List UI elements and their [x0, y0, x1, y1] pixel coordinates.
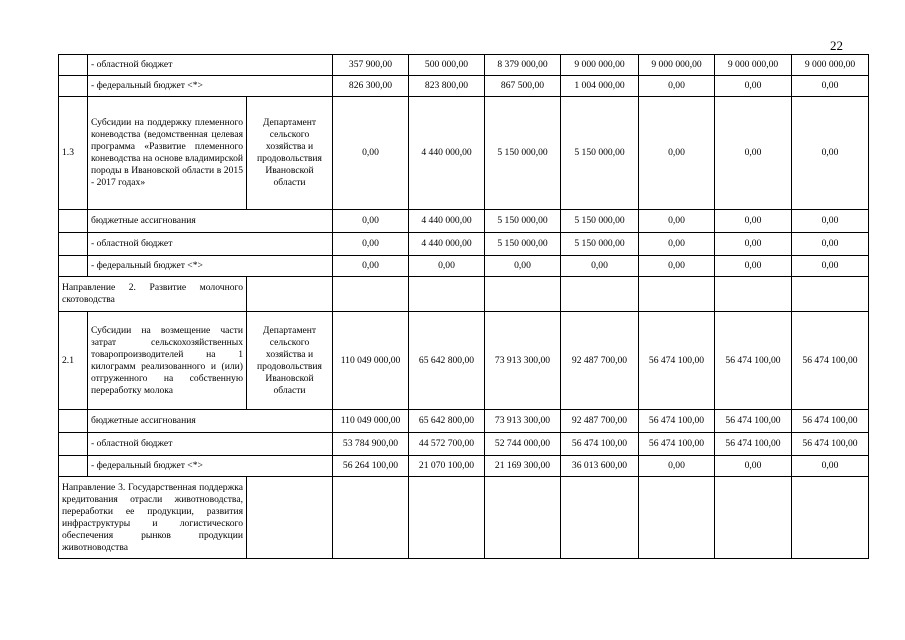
executor-cell: Департамент сельского хозяйства и продовольствия Ивановской области [247, 97, 333, 210]
value-cell: 0,00 [792, 456, 869, 477]
value-cell: 5 150 000,00 [485, 97, 561, 210]
value-cell: 4 440 000,00 [409, 97, 485, 210]
empty-cell [409, 477, 485, 559]
value-cell: 92 487 700,00 [561, 410, 639, 433]
value-cell: 5 150 000,00 [485, 233, 561, 256]
value-cell: 0,00 [409, 256, 485, 277]
empty-cell [792, 277, 869, 312]
row-label: - федеральный бюджет <*> [88, 256, 333, 277]
index-cell [59, 55, 88, 76]
value-cell: 0,00 [715, 456, 792, 477]
value-cell: 500 000,00 [409, 55, 485, 76]
value-cell: 5 150 000,00 [561, 210, 639, 233]
row-label: бюджетные ассигнования [88, 210, 333, 233]
value-cell: 0,00 [792, 210, 869, 233]
empty-cell [639, 277, 715, 312]
value-cell: 53 784 900,00 [333, 433, 409, 456]
empty-cell [715, 277, 792, 312]
value-cell: 5 150 000,00 [561, 97, 639, 210]
value-cell: 65 642 800,00 [409, 312, 485, 410]
index-cell [59, 210, 88, 233]
value-cell: 56 474 100,00 [561, 433, 639, 456]
value-cell: 0,00 [639, 97, 715, 210]
value-cell: 56 474 100,00 [792, 312, 869, 410]
table-row [59, 433, 869, 456]
empty-cell [247, 477, 333, 559]
direction-heading: Направление 3. Государственная поддержка кредитования отрасли животноводства, переработки ее продукции, развития инфраструктуры и логистического обеспечения рынков продукции животноводства [59, 477, 247, 559]
table-row [59, 312, 869, 410]
value-cell: 9 000 000,00 [561, 55, 639, 76]
measure-description: Субсидии на поддержку племенного коневодства (ведомственная целевая программа «Развитие племенного коневодства на основе владимирской породы в Ивановской области в 2015 - 2017 годах» [88, 97, 247, 210]
table-row [59, 76, 869, 97]
empty-cell [715, 477, 792, 559]
value-cell: 56 474 100,00 [639, 433, 715, 456]
row-label: - федеральный бюджет <*> [88, 76, 333, 97]
value-cell: 5 150 000,00 [485, 210, 561, 233]
value-cell: 56 474 100,00 [715, 312, 792, 410]
value-cell: 1 004 000,00 [561, 76, 639, 97]
empty-cell [247, 277, 333, 312]
value-cell: 0,00 [639, 233, 715, 256]
row-label: - областной бюджет [88, 55, 333, 76]
row-label: - областной бюджет [88, 433, 333, 456]
value-cell: 0,00 [715, 210, 792, 233]
index-cell [59, 433, 88, 456]
value-cell: 0,00 [792, 233, 869, 256]
value-cell: 0,00 [715, 233, 792, 256]
row-label: бюджетные ассигнования [88, 410, 333, 433]
table-row [59, 256, 869, 277]
direction-heading: Направление 2. Развитие молочного скотоводства [59, 277, 247, 312]
empty-cell [561, 477, 639, 559]
value-cell: 0,00 [715, 76, 792, 97]
empty-cell [409, 277, 485, 312]
page-number: 22 [830, 38, 843, 53]
value-cell: 0,00 [792, 76, 869, 97]
value-cell: 21 169 300,00 [485, 456, 561, 477]
index-cell [59, 256, 88, 277]
executor-cell: Департамент сельского хозяйства и продовольствия Ивановской области [247, 312, 333, 410]
empty-cell [561, 277, 639, 312]
value-cell: 0,00 [792, 256, 869, 277]
value-cell: 56 474 100,00 [639, 410, 715, 433]
table-row [59, 410, 869, 433]
index-cell [59, 76, 88, 97]
empty-cell [639, 477, 715, 559]
value-cell: 0,00 [561, 256, 639, 277]
value-cell: 4 440 000,00 [409, 210, 485, 233]
value-cell: 0,00 [715, 256, 792, 277]
value-cell: 8 379 000,00 [485, 55, 561, 76]
value-cell: 56 474 100,00 [715, 433, 792, 456]
value-cell: 9 000 000,00 [792, 55, 869, 76]
table-row [59, 210, 869, 233]
table-body [59, 55, 869, 559]
value-cell: 357 900,00 [333, 55, 409, 76]
row-label: - федеральный бюджет <*> [88, 456, 333, 477]
value-cell: 9 000 000,00 [715, 55, 792, 76]
value-cell: 4 440 000,00 [409, 233, 485, 256]
value-cell: 0,00 [639, 76, 715, 97]
value-cell: 56 264 100,00 [333, 456, 409, 477]
value-cell: 0,00 [333, 233, 409, 256]
table-row [59, 97, 869, 210]
value-cell: 73 913 300,00 [485, 312, 561, 410]
value-cell: 36 013 600,00 [561, 456, 639, 477]
empty-cell [792, 477, 869, 559]
empty-cell [333, 477, 409, 559]
value-cell: 823 800,00 [409, 76, 485, 97]
value-cell: 0,00 [639, 456, 715, 477]
index-cell [59, 456, 88, 477]
value-cell: 56 474 100,00 [715, 410, 792, 433]
value-cell: 9 000 000,00 [639, 55, 715, 76]
value-cell: 0,00 [639, 256, 715, 277]
row-label: - областной бюджет [88, 233, 333, 256]
value-cell: 0,00 [792, 97, 869, 210]
empty-cell [333, 277, 409, 312]
index-cell [59, 233, 88, 256]
value-cell: 65 642 800,00 [409, 410, 485, 433]
value-cell: 21 070 100,00 [409, 456, 485, 477]
row-index: 2.1 [59, 312, 88, 410]
value-cell: 0,00 [333, 97, 409, 210]
value-cell: 110 049 000,00 [333, 312, 409, 410]
empty-cell [485, 277, 561, 312]
value-cell: 0,00 [333, 256, 409, 277]
value-cell: 5 150 000,00 [561, 233, 639, 256]
value-cell: 56 474 100,00 [792, 433, 869, 456]
value-cell: 52 744 000,00 [485, 433, 561, 456]
index-cell [59, 410, 88, 433]
table-row [59, 477, 869, 559]
value-cell: 44 572 700,00 [409, 433, 485, 456]
value-cell: 110 049 000,00 [333, 410, 409, 433]
value-cell: 826 300,00 [333, 76, 409, 97]
table-row [59, 277, 869, 312]
value-cell: 92 487 700,00 [561, 312, 639, 410]
empty-cell [485, 477, 561, 559]
table-row [59, 233, 869, 256]
table-row [59, 55, 869, 76]
table-row [59, 456, 869, 477]
value-cell: 867 500,00 [485, 76, 561, 97]
value-cell: 0,00 [715, 97, 792, 210]
value-cell: 0,00 [485, 256, 561, 277]
measure-description: Субсидии на возмещение части затрат сельскохозяйственных товаропроизводителей на 1 килограмм реализованного и (или) отгруженного на собственную переработку молока [88, 312, 247, 410]
value-cell: 0,00 [639, 210, 715, 233]
value-cell: 0,00 [333, 210, 409, 233]
value-cell: 73 913 300,00 [485, 410, 561, 433]
budget-table [58, 54, 869, 559]
value-cell: 56 474 100,00 [639, 312, 715, 410]
row-index: 1.3 [59, 97, 88, 210]
value-cell: 56 474 100,00 [792, 410, 869, 433]
